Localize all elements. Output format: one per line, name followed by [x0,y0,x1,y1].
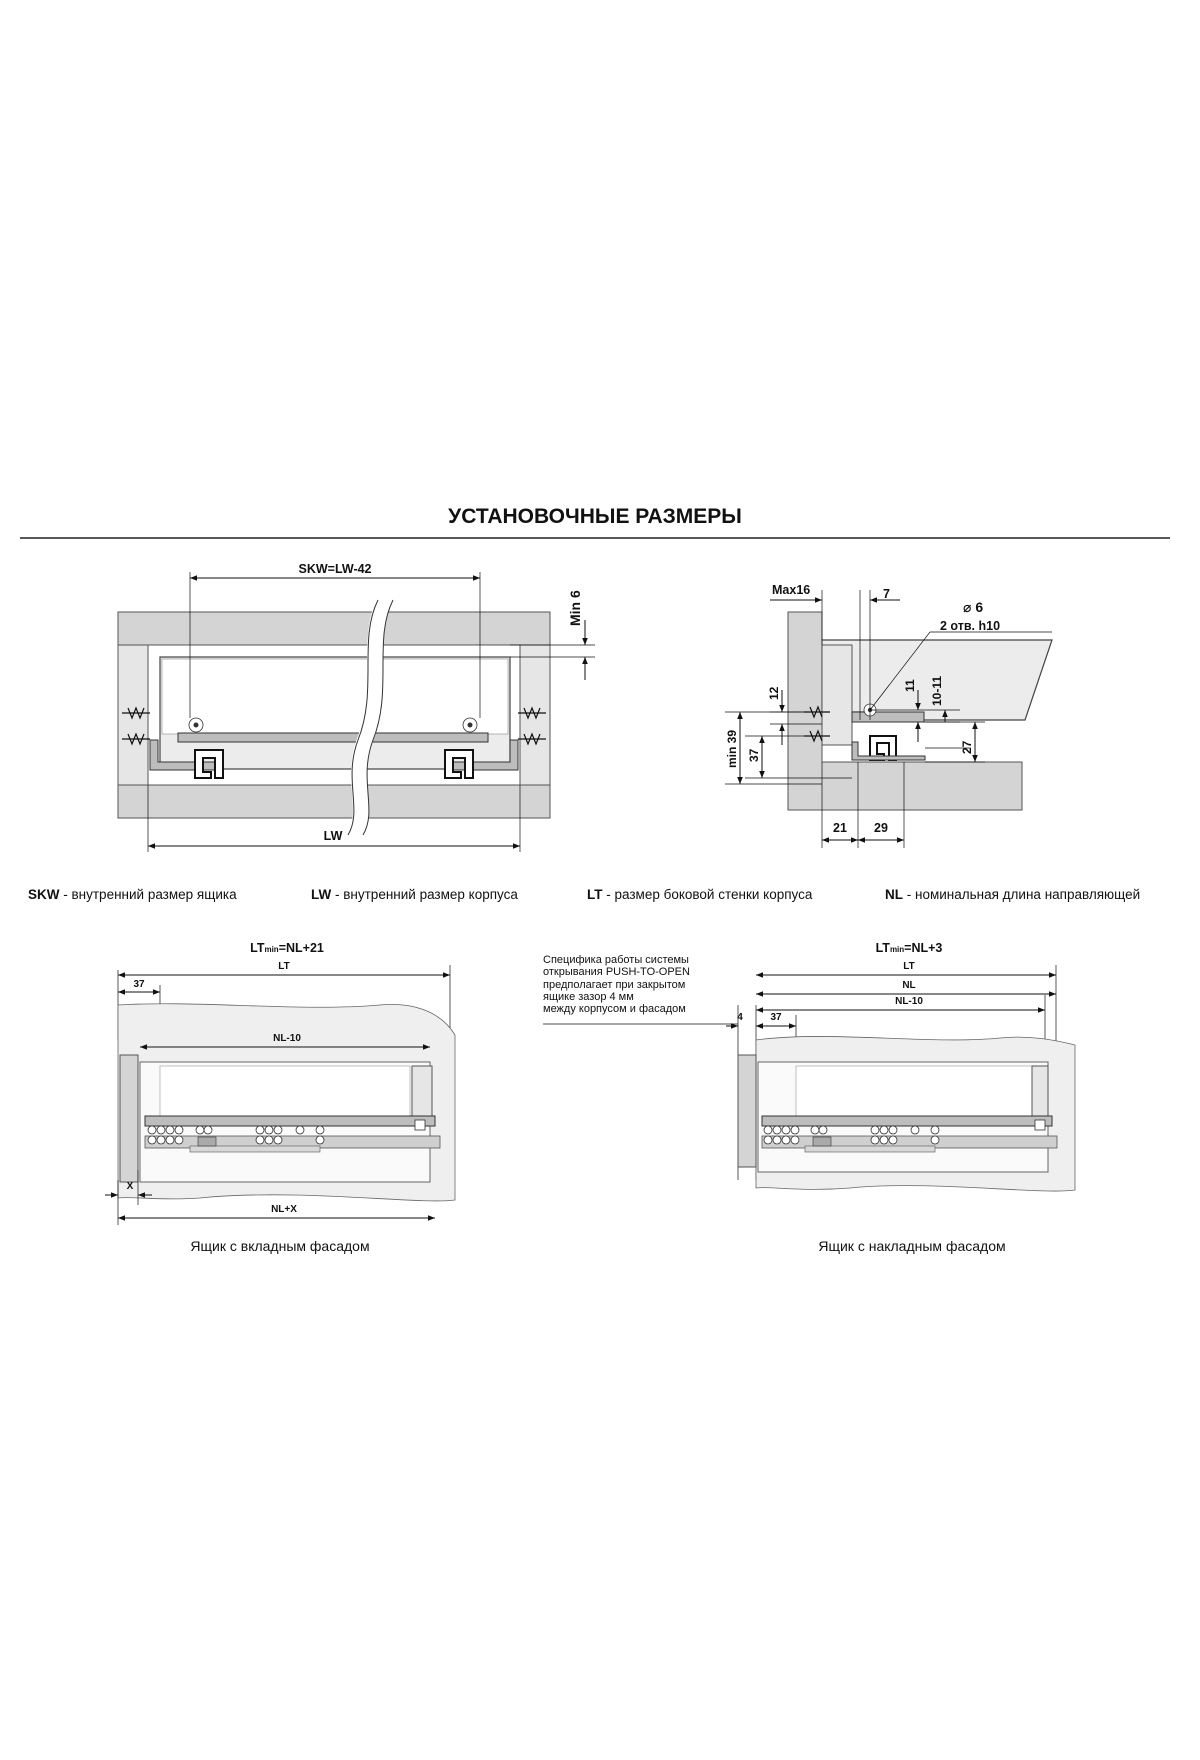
legend-item-skw: SKW - внутренний размер ящика [28,887,237,902]
overlay-4-label: 4 [737,1012,743,1023]
svg-text:между корпусом и фасадом: между корпусом и фасадом [543,1003,686,1015]
legend-item-lt: LT - размер боковой стенки корпуса [587,887,813,902]
lw-dimension-label: LW [323,829,343,843]
inset-formula: LTmin=NL+21 [250,941,324,955]
legend-item-lw: LW - внутренний размер корпуса [311,887,518,902]
svg-text:Специфика работы системы: Специфика работы системы [543,954,689,966]
skw-formula-label: SKW=LW-42 [298,562,372,576]
svg-text:открывания PUSH-TO-OPEN: открывания PUSH-TO-OPEN [543,966,690,978]
diameter-label: ⌀ 6 [963,599,984,615]
inset-37-label: 37 [133,979,145,990]
svg-text:ящике зазор 4 мм: ящике зазор 4 мм [543,991,634,1003]
holes-label: 2 отв. h10 [940,619,1001,633]
dim-27-label: 27 [960,740,974,754]
inset-x-label: X [126,1181,134,1192]
overlay-lt-label: LT [903,961,915,972]
push-to-open-note [543,954,690,1015]
page-title: УСТАНОВОЧНЫЕ РАЗМЕРЫ [448,505,742,528]
max16-label: Max16 [772,583,811,597]
overlay-nl-label: NL [902,980,916,991]
inset-lt-label: LT [278,961,290,972]
dim-11-label: 11 [903,679,917,692]
dim-37-label: 37 [747,748,761,762]
min-gap-label: Min 6 [567,590,583,626]
dim-10-11-label: 10-11 [930,675,944,706]
inset-facade-drawing [105,941,455,1254]
front-view-drawing [118,562,595,852]
inset-caption: Ящик с вкладным фасадом [190,1238,370,1254]
side-detail-drawing [725,583,1052,848]
overlay-facade-drawing [543,941,1075,1254]
legend-item-nl: NL - номинальная длина направляющей [885,887,1141,902]
svg-text:предполагает при закрытом: предполагает при закрытом [543,979,686,991]
overlay-nl10-label: NL-10 [895,996,923,1007]
legend-row [28,887,1140,902]
overlay-37-label: 37 [770,1012,782,1023]
dim-12-label: 12 [767,686,781,700]
dim-21-label: 21 [833,821,847,835]
inset-nlx-label: NL+X [271,1204,297,1215]
overlay-caption: Ящик с накладным фасадом [818,1238,1006,1254]
overlay-formula: LTmin=NL+3 [875,941,943,955]
dim-29-label: 29 [874,821,888,835]
min39-label: min 39 [725,729,739,768]
dim-7-label: 7 [883,587,890,601]
inset-nl10-label: NL-10 [273,1033,301,1044]
